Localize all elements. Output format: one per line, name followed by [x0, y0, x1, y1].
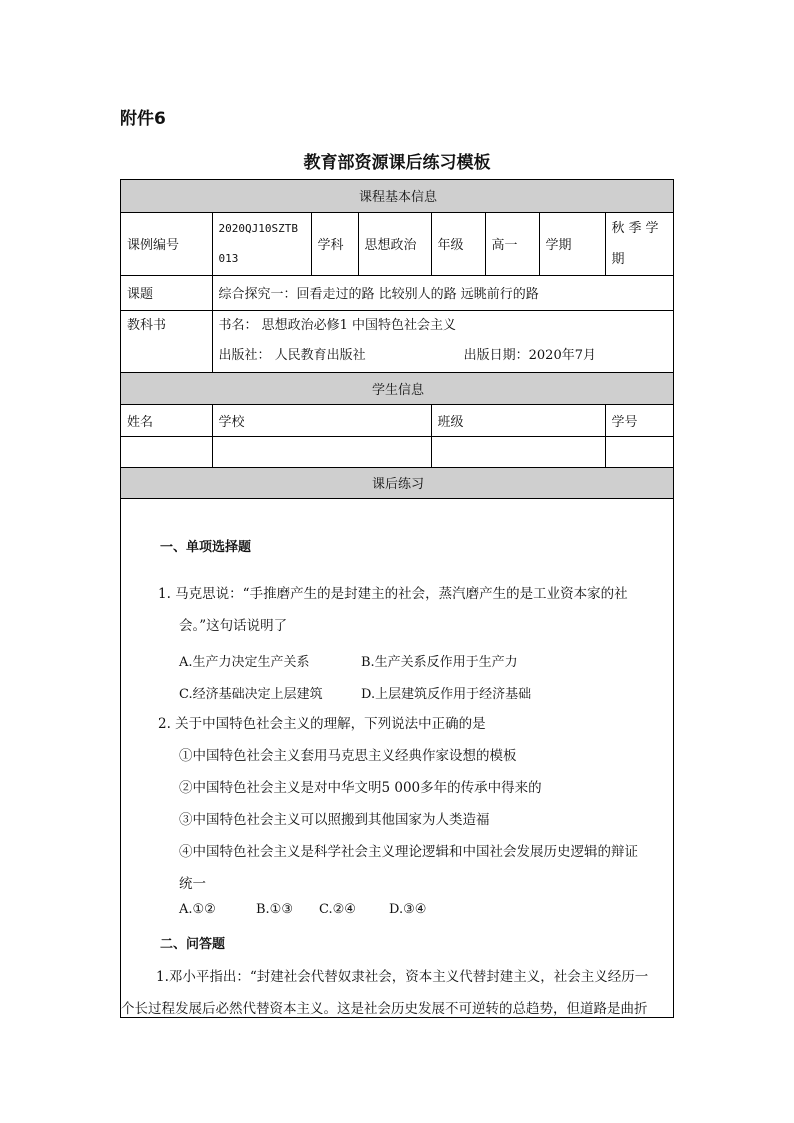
- topic-label: 课题: [121, 275, 212, 310]
- topic-value: 综合探究一：回看走过的路 比较别人的路 远眺前行的路: [212, 275, 674, 310]
- publisher-line: [219, 341, 670, 371]
- school-field[interactable]: [212, 436, 431, 467]
- exercise-template-table: [120, 179, 674, 1018]
- semester-label: 学期: [539, 212, 605, 275]
- question-3-line-2: 个长过程发展后必然代替资本主义。这是社会历史发展不可逆转的总趋势，但道路是曲折: [121, 1000, 648, 1017]
- question-2-statement-1: ①中国特色社会主义套用马克思主义经典作家设想的模板: [179, 747, 517, 764]
- grade-label: 年级: [431, 212, 485, 275]
- grade-value: 高一: [485, 212, 539, 275]
- semester-value: 秋季学期: [605, 212, 674, 275]
- course-code-text: 2020QJ10SZTB013: [218, 221, 298, 265]
- question-2-statement-4-line-1: ④中国特色社会主义是科学社会主义理论逻辑和中国社会发展历史逻辑的辩证: [179, 843, 638, 860]
- school-label: 学校: [212, 404, 431, 436]
- publisher: 出版社： 人民教育出版社: [218, 347, 366, 363]
- student-number-label: 学号: [605, 404, 674, 436]
- question-1-option-d: D.上层建筑反作用于经济基础: [361, 686, 532, 702]
- question-2-option-c: C.②④: [319, 901, 356, 917]
- publish-date: 出版日期：2020年7月: [463, 347, 596, 363]
- course-code-label: 课例编号: [121, 212, 212, 275]
- question-1-option-b: B.生产关系反作用于生产力: [361, 654, 518, 670]
- exercise-header: 课后练习: [121, 467, 674, 498]
- textbook-label: 教科书: [121, 310, 212, 372]
- question-1-option-c: C.经济基础决定上层建筑: [179, 686, 323, 702]
- question-2-option-d: D.③④: [389, 901, 427, 917]
- question-2-statement-4-line-2: 统一: [179, 875, 206, 892]
- question-2-option-a: A.①②: [179, 901, 216, 917]
- course-code-value: [212, 212, 311, 275]
- student-info-header: 学生信息: [121, 372, 674, 404]
- subject-label: 学科: [311, 212, 358, 275]
- question-2-statement-2: ②中国特色社会主义是对中华文明5 000多年的传承中得来的: [179, 779, 542, 796]
- question-1-option-a: A.生产力决定生产关系: [179, 654, 310, 670]
- textbook-details: [212, 310, 674, 372]
- class-field[interactable]: [431, 436, 605, 467]
- question-1-line-2: 会。”这句话说明了: [179, 617, 288, 634]
- question-2-statement-3: ③中国特色社会主义可以照搬到其他国家为人类造福: [179, 811, 490, 828]
- single-choice-section-title: 一、单项选择题: [160, 539, 252, 555]
- class-label: 班级: [431, 404, 605, 436]
- question-3-line-1: 1.邓小平指出：“封建社会代替奴隶社会，资本主义代替封建主义，社会主义经历一: [156, 968, 649, 985]
- student-number-field[interactable]: [605, 436, 674, 467]
- qa-section-title: 二、问答题: [160, 936, 226, 952]
- course-info-header: 课程基本信息: [121, 180, 674, 212]
- attachment-label: 附件6: [120, 109, 166, 129]
- name-field[interactable]: [121, 436, 212, 467]
- name-label: 姓名: [121, 404, 212, 436]
- question-2-stem: 2. 关于中国特色社会主义的理解，下列说法中正确的是: [158, 715, 486, 732]
- info-table: [121, 180, 674, 499]
- book-name: 书名： 思想政治必修1 中国特色社会主义: [218, 317, 457, 333]
- document-title: 教育部资源课后练习模板: [303, 153, 491, 173]
- question-1-line-1: 1. 马克思说：“手推磨产生的是封建主的社会，蒸汽磨产生的是工业资本家的社: [158, 585, 628, 602]
- subject-value: 思想政治: [358, 212, 431, 275]
- question-2-option-b: B.①③: [256, 901, 293, 917]
